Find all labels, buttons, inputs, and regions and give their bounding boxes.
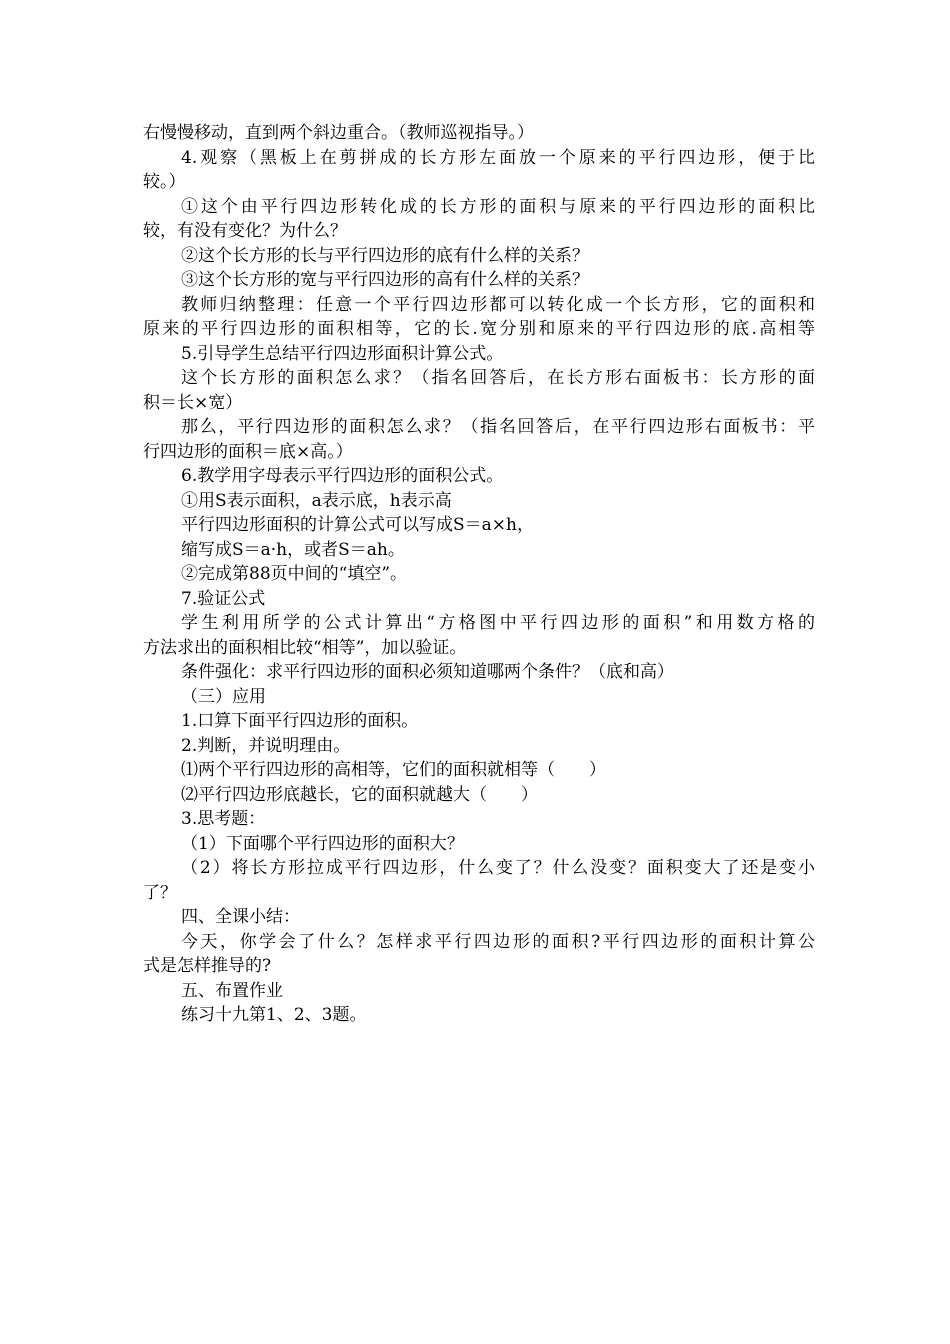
- text-line: 1.口算下面平行四边形的面积。: [181, 711, 419, 731]
- text-line: 式是怎样推导的?: [143, 956, 272, 976]
- text-line: 较。）: [143, 172, 186, 192]
- text-line: 5.引导学生总结平行四边形面积计算公式。: [181, 343, 504, 364]
- text-line: 条件强化：求平行四边形的面积必须知道哪两个条件？（底和高）: [181, 662, 674, 682]
- text-line: 那么，平行四边形的面积怎么求？（指名回答后，在平行四边形右面板书：平: [181, 417, 815, 437]
- text-line: 练习十九第1、2、3题。: [181, 1005, 367, 1025]
- text-line: ①这个由平行四边形转化成的长方形的面积与原来的平行四边形的面积比: [181, 196, 815, 217]
- text-line: 右慢慢移动，直到两个斜边重合。（教师巡视指导。）: [143, 123, 534, 143]
- text-line: ⑴两个平行四边形的高相等，它们的面积就相等（ ）: [181, 760, 606, 780]
- text-line: ③这个长方形的宽与平行四边形的高有什么样的关系？: [181, 270, 589, 290]
- text-line: ②完成第88页中间的“填空”。: [181, 564, 408, 584]
- text-line: 今天，你学会了什么？怎样求平行四边形的面积?平行四边形的面积计算公: [181, 931, 815, 952]
- text-line: （2）将长方形拉成平行四边形，什么变了？什么没变？面积变大了还是变小: [181, 858, 815, 878]
- document-page: [143, 121, 815, 1028]
- text-line: （1）下面哪个平行四边形的面积大？: [181, 833, 464, 854]
- text-line: 7.验证公式: [181, 588, 266, 609]
- text-line: 五、布置作业: [181, 980, 283, 1001]
- text-line: 3.思考题：: [181, 809, 266, 829]
- text-line: 学生利用所学的公式计算出“方格图中平行四边形的面积”和用数方格的: [181, 613, 815, 633]
- text-line: 积＝长×宽）: [143, 392, 243, 413]
- text-line: 原来的平行四边形的面积相等，它的长.宽分别和原来的平行四边形的底.高相等: [143, 319, 815, 339]
- text-line: ①用S表示面积，a表示底，h表示高: [181, 490, 452, 511]
- text-line: 4.观察（黑板上在剪拼成的长方形左面放一个原来的平行四边形，便于比: [181, 147, 815, 168]
- text-line: 了？: [143, 882, 177, 903]
- text-line: 方法求出的面积相比较“相等”，加以验证。: [143, 637, 467, 658]
- text-line: 教师归纳整理：任意一个平行四边形都可以转化成一个长方形，它的面积和: [181, 294, 815, 315]
- text-line: ②这个长方形的长与平行四边形的底有什么样的关系？: [181, 245, 589, 266]
- text-line: 行四边形的面积＝底×高。）: [143, 441, 353, 462]
- text-line: 这个长方形的面积怎么求？（指名回答后，在长方形右面板书：长方形的面: [181, 368, 815, 388]
- text-line: 缩写成S＝a·h，或者S＝ah。: [181, 539, 405, 560]
- text-line: ⑵平行四边形底越长，它的面积就越大（ ）: [181, 784, 538, 805]
- text-line: 四、全课小结：: [181, 907, 300, 927]
- text-line: 平行四边形面积的计算公式可以写成S＝a×h，: [181, 515, 534, 535]
- text-line: 6.教学用字母表示平行四边形的面积公式。: [181, 466, 504, 486]
- text-line: 2.判断，并说明理由。: [181, 735, 351, 756]
- text-line: （三）应用: [181, 686, 266, 707]
- text-line: 较，有没有变化？为什么？: [143, 221, 347, 241]
